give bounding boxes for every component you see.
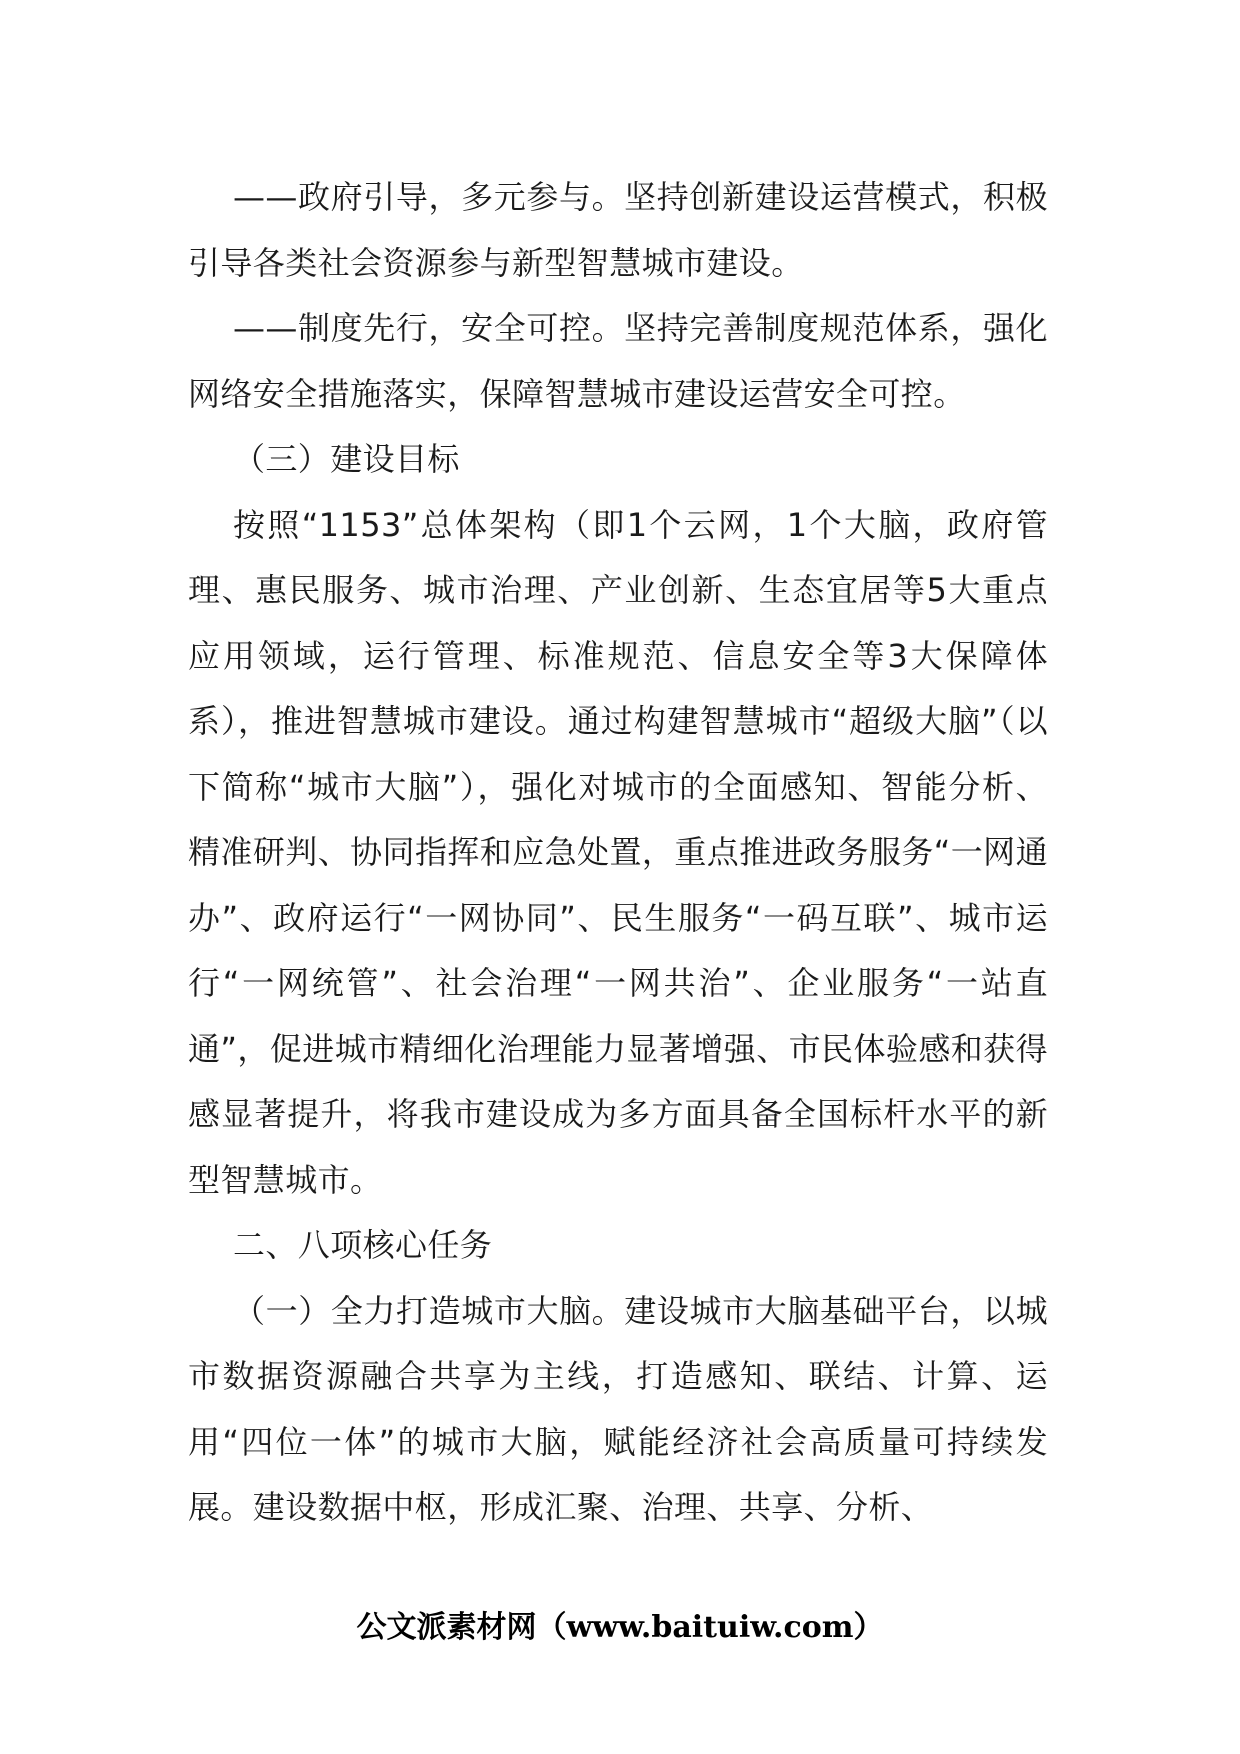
paragraph-principle-system-first: ——制度先行，安全可控。坚持完善制度规范体系，强化网络安全措施落实，保障智慧城市建设运营安全可控。 xyxy=(188,309,1048,413)
section-heading-goals: （三）建设目标 xyxy=(233,440,460,478)
section-heading-core-tasks: 二、八项核心任务 xyxy=(233,1226,493,1264)
document-body xyxy=(188,165,1048,1541)
paragraph-construction-goals: 按照“1153”总体架构（即1个云网，1个大脑，政府管理、惠民服务、城市治理、产业创新、生态宜居等5大重点应用领域，运行管理、标准规范、信息安全等3大保障体系），推进智慧城市建设。通过构建智慧城市“超级大脑”（以下简称“城市大脑”），强化对城市的全面感知、智能分析、精准研判、协同指挥和应急处置，重点推进政务服务“一网通办”、政府运行“一网协同”、民生服务“一码互联”、城市运行“一网统管”、社会治理“一网共治”、企业服务“一站直通”，促进城市精细化治理能力显著增强、市民体验感和获得感显著提升，将我市建设成为多方面具备全国标杆水平的新型智慧城市。 xyxy=(188,505,1048,1199)
paragraph-principle-government-guidance: ——政府引导，多元参与。坚持创新建设运营模式，积极引导各类社会资源参与新型智慧城市建设。 xyxy=(188,178,1048,282)
footer-watermark: 公文派素材网（www.baituiw.com） xyxy=(356,1610,884,1645)
paragraph-city-brain: （一）全力打造城市大脑。建设城市大脑基础平台，以城市数据资源融合共享为主线，打造感知、联结、计算、运用“四位一体”的城市大脑，赋能经济社会高质量可持续发展。建设数据中枢，形成汇聚、治理、共享、分析、 xyxy=(188,1291,1048,1526)
